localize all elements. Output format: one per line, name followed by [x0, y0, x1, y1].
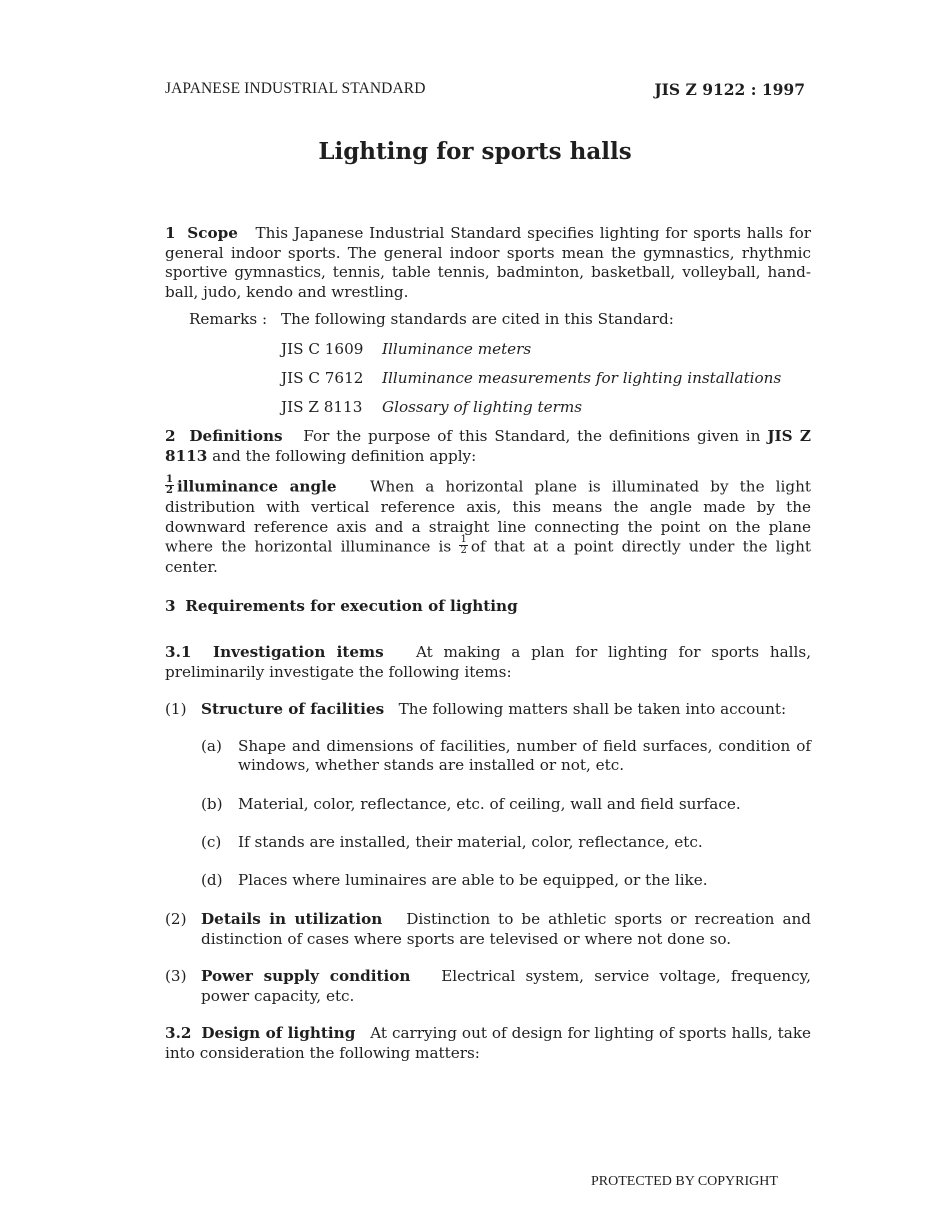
cited-standard-title: Glossary of lighting terms — [382, 398, 583, 417]
definitions-text-2: and the following definition apply: — [212, 446, 477, 465]
requirements-heading: Requirements for execution of lighting — [185, 596, 518, 615]
scope-heading: Scope — [187, 224, 238, 242]
definitions-text-1: For the purpose of this Standard, the definitions given in — [303, 427, 761, 446]
design-heading: Design of lighting — [201, 1024, 356, 1043]
list-item — [165, 910, 811, 949]
fraction-denominator: 2 — [460, 545, 467, 557]
definitions-heading: Definitions — [189, 427, 283, 446]
cited-standards-list — [281, 340, 811, 418]
list-item — [165, 700, 811, 720]
investigation-number: 3.1 — [165, 643, 192, 662]
definition-text-2: of that at a point directly under the light center. — [165, 537, 812, 577]
definition-half-illuminance-angle — [165, 474, 812, 578]
list-item-text — [201, 967, 811, 1006]
requirements-number: 3 — [165, 596, 176, 615]
remarks-label: Remarks : — [189, 310, 268, 328]
copyright-notice: PROTECTED BY COPYRIGHT — [591, 1174, 778, 1189]
cited-standard-title: Illuminance measurements for lighting installations — [382, 368, 782, 387]
sub-list-item-text: If stands are installed, their material, color, reflectance, etc. — [238, 833, 703, 852]
sub-list-item-text: Material, color, reflectance, etc. of ceiling, wall and field surface. — [238, 794, 741, 813]
list-item-heading: Structure of facilities — [201, 700, 385, 719]
scope-number: 1 — [165, 224, 176, 242]
cited-standard-title: Illuminance meters — [382, 339, 532, 358]
list-item-heading: Details in utilization — [201, 910, 383, 929]
sub-list-item — [165, 833, 811, 853]
cited-standard — [281, 340, 811, 360]
sub-list-item — [165, 795, 811, 815]
scope-text: This Japanese Industrial Standard specifies lighting for sports halls for general indoor sports. The general indoor sports mean the gymnastics, rhythmic sportive gymnastics, tennis, table tennis, badminton, basketball, volleyball, hand-ball, judo, kendo and wrestling. — [165, 224, 812, 301]
section-definitions — [165, 427, 811, 466]
list-item-number: (3) — [165, 967, 187, 986]
list-item — [165, 967, 811, 1006]
definitions-ref: JIS Z 8113 — [165, 427, 812, 465]
cited-standard — [281, 398, 811, 418]
standard-number: JIS Z 9122 : 1997 — [654, 80, 805, 99]
definitions-number: 2 — [165, 427, 176, 446]
fraction-denominator: 2 — [166, 485, 173, 497]
fraction-numerator: 1 — [166, 474, 173, 486]
sub-list-item-number: (d) — [201, 870, 223, 889]
remarks-text: The following standards are cited in this Standard: — [281, 310, 674, 328]
cited-standard-code: JIS Z 8113 — [281, 398, 363, 417]
design-number: 3.2 — [165, 1024, 192, 1043]
list-item-text — [201, 700, 811, 720]
section-design-of-lighting — [165, 1024, 811, 1063]
fraction-one-half-inline — [459, 535, 467, 556]
sub-list-item — [165, 737, 811, 776]
section-scope — [165, 224, 811, 302]
section-requirements — [165, 597, 811, 617]
cited-standard-code: JIS C 7612 — [281, 368, 364, 387]
list-item-body: The following matters shall be taken into account: — [398, 700, 787, 719]
list-item-body: Distinction to be athletic sports or recreation and distinction of cases where sports are televised or where not done so. — [201, 910, 811, 948]
investigation-heading: Investigation items — [212, 643, 384, 662]
standard-label: JAPANESE INDUSTRIAL STANDARD — [165, 80, 426, 97]
sub-list-item-number: (c) — [201, 833, 222, 852]
fraction-one-half — [165, 475, 174, 496]
list-item-number: (2) — [165, 910, 187, 929]
list-item-text — [201, 910, 811, 949]
list-item-body: Electrical system, service voltage, frequency, power capacity, etc. — [201, 967, 811, 1005]
investigation-text: At making a plan for lighting for sports halls, preliminarily investigate the following items: — [165, 643, 812, 681]
definition-term: illuminance angle — [176, 477, 337, 496]
definition-text-1: When a horizontal plane is illuminated by the light distribution with vertical reference axis, this means the angle made by the downward reference axis and a straight line connecting the point on the plane where the horizontal illuminance is — [165, 477, 812, 556]
sub-list-item-text: Places where luminaires are able to be equipped, or the like. — [238, 870, 708, 889]
document-body — [165, 224, 811, 1063]
remarks — [165, 310, 811, 330]
sub-list-item-number: (a) — [201, 736, 222, 755]
cited-standard-code: JIS C 1609 — [281, 339, 364, 358]
design-text: At carrying out of design for lighting of sports halls, take into consideration the following matters: — [165, 1024, 812, 1062]
list-item-heading: Power supply condition — [201, 967, 411, 986]
page-title: Lighting for sports halls — [318, 138, 632, 165]
fraction-numerator: 1 — [460, 534, 467, 546]
sub-list-item-number: (b) — [201, 794, 223, 813]
sub-list-item-text: Shape and dimensions of facilities, number of field surfaces, condition of windows, whether stands are installed or not, etc. — [238, 736, 811, 775]
sub-list-item — [165, 871, 811, 891]
cited-standard — [281, 369, 811, 389]
section-investigation-items — [165, 643, 811, 682]
list-item-number: (1) — [165, 700, 187, 719]
